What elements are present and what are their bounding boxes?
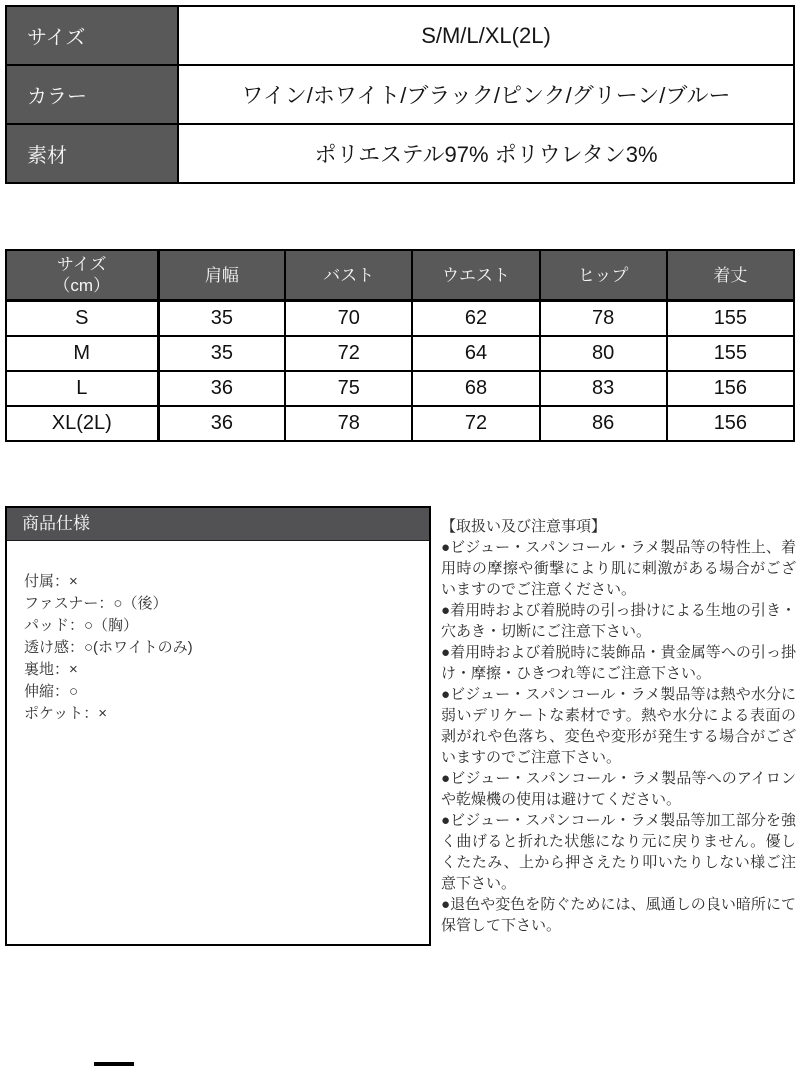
size-chart-cell: L bbox=[6, 371, 158, 406]
table-row bbox=[6, 301, 794, 337]
size-chart-cell: 64 bbox=[412, 336, 539, 371]
care-notes-title: 【取扱い及び注意事項】 bbox=[441, 518, 607, 535]
size-chart-cell: 156 bbox=[667, 371, 794, 406]
size-chart-cell: 75 bbox=[285, 371, 412, 406]
spec-item-accessories: 付属：× bbox=[24, 573, 78, 590]
spec-item-pad: パッド：○（胸） bbox=[24, 617, 139, 634]
info-value-material: ポリエステル97% ポリウレタン3% bbox=[178, 124, 794, 183]
size-chart-cell: 86 bbox=[540, 406, 667, 441]
size-chart-header-length: 着丈 bbox=[667, 250, 794, 301]
care-note-item: ●着用時および着脱時の引っ掛けによる生地の引き・穴あき・切断にご注意下さい。 bbox=[441, 602, 796, 640]
table-row bbox=[6, 336, 794, 371]
size-chart-cell: 36 bbox=[158, 371, 285, 406]
size-chart-cell: 35 bbox=[158, 301, 285, 337]
care-note-item: ●ビジュー・スパンコール・ラメ製品等加工部分を強く曲げると折れた状態になり元に戻りません。優しくたたみ、上から押さえたり叩いたりしない様ご注意下さい。 bbox=[441, 812, 796, 892]
care-note-item: ●ビジュー・スパンコール・ラメ製品等の特性上、着用時の摩擦や衝撃により肌に刺激がある場合がございますのでご注意ください。 bbox=[441, 539, 796, 598]
size-chart-header-hip: ヒップ bbox=[540, 250, 667, 301]
care-note-item: ●退色や変色を防ぐためには、風通しの良い暗所にて保管して下さい。 bbox=[441, 896, 796, 934]
size-chart-cell: 80 bbox=[540, 336, 667, 371]
table-row bbox=[6, 406, 794, 441]
spec-item-pocket: ポケット：× bbox=[24, 705, 108, 722]
size-chart-cell: 62 bbox=[412, 301, 539, 337]
care-notes bbox=[441, 516, 796, 936]
info-label-color: カラー bbox=[6, 65, 178, 124]
info-value-color: ワイン/ホワイト/ブラック/ピンク/グリーン/ブルー bbox=[178, 65, 794, 124]
product-spec-box bbox=[5, 506, 431, 946]
size-chart-cell: 35 bbox=[158, 336, 285, 371]
size-chart-header-waist: ウエスト bbox=[412, 250, 539, 301]
info-label-size: サイズ bbox=[6, 6, 178, 65]
size-chart-header-size-label: サイズ bbox=[56, 255, 107, 274]
table-row bbox=[6, 6, 794, 65]
size-chart-table bbox=[5, 249, 795, 442]
size-chart-cell: 72 bbox=[412, 406, 539, 441]
size-chart-header-row bbox=[6, 250, 794, 301]
care-note-item: ●ビジュー・スパンコール・ラメ製品等は熱や水分に弱いデリケートな素材です。熱や水分による表面の剥がれや色落ち、変色や変形が発生する場合がございますのでご注意下さい。 bbox=[441, 686, 796, 766]
size-chart-cell: 70 bbox=[285, 301, 412, 337]
spec-box-title: 商品仕様 bbox=[7, 508, 429, 541]
table-row bbox=[6, 124, 794, 183]
size-chart-cell: XL(2L) bbox=[6, 406, 158, 441]
size-chart-cell: 78 bbox=[540, 301, 667, 337]
cropped-divider-mark bbox=[94, 1062, 134, 1066]
info-label-material: 素材 bbox=[6, 124, 178, 183]
table-row bbox=[6, 371, 794, 406]
spec-item-stretch: 伸縮：○ bbox=[24, 683, 79, 700]
size-chart-cell: 72 bbox=[285, 336, 412, 371]
spec-list bbox=[7, 541, 429, 725]
spec-item-sheerness: 透け感：○(ホワイトのみ) bbox=[24, 639, 193, 656]
spec-item-lining: 裏地：× bbox=[24, 661, 78, 678]
size-chart-cell: 36 bbox=[158, 406, 285, 441]
product-info-table bbox=[5, 5, 795, 184]
care-note-item: ●ビジュー・スパンコール・ラメ製品等へのアイロンや乾燥機の使用は避けてください。 bbox=[441, 770, 796, 808]
size-chart-cell: 155 bbox=[667, 336, 794, 371]
size-chart-cell: S bbox=[6, 301, 158, 337]
size-chart-header-shoulder: 肩幅 bbox=[158, 250, 285, 301]
size-chart-header-cm-label: （cm） bbox=[53, 276, 111, 295]
size-chart-cell: 78 bbox=[285, 406, 412, 441]
table-row bbox=[6, 65, 794, 124]
info-value-size: S/M/L/XL(2L) bbox=[178, 6, 794, 65]
spec-item-fastener: ファスナー：○（後） bbox=[24, 595, 168, 612]
size-chart-cell: 68 bbox=[412, 371, 539, 406]
size-chart-header-size-cm bbox=[6, 250, 158, 301]
size-chart-cell: 155 bbox=[667, 301, 794, 337]
size-chart-cell: M bbox=[6, 336, 158, 371]
care-note-item: ●着用時および着脱時に装飾品・貴金属等への引っ掛け・摩擦・ひきつれ等にご注意下さい。 bbox=[441, 644, 796, 682]
size-chart-cell: 83 bbox=[540, 371, 667, 406]
size-chart-cell: 156 bbox=[667, 406, 794, 441]
size-chart-header-bust: バスト bbox=[285, 250, 412, 301]
